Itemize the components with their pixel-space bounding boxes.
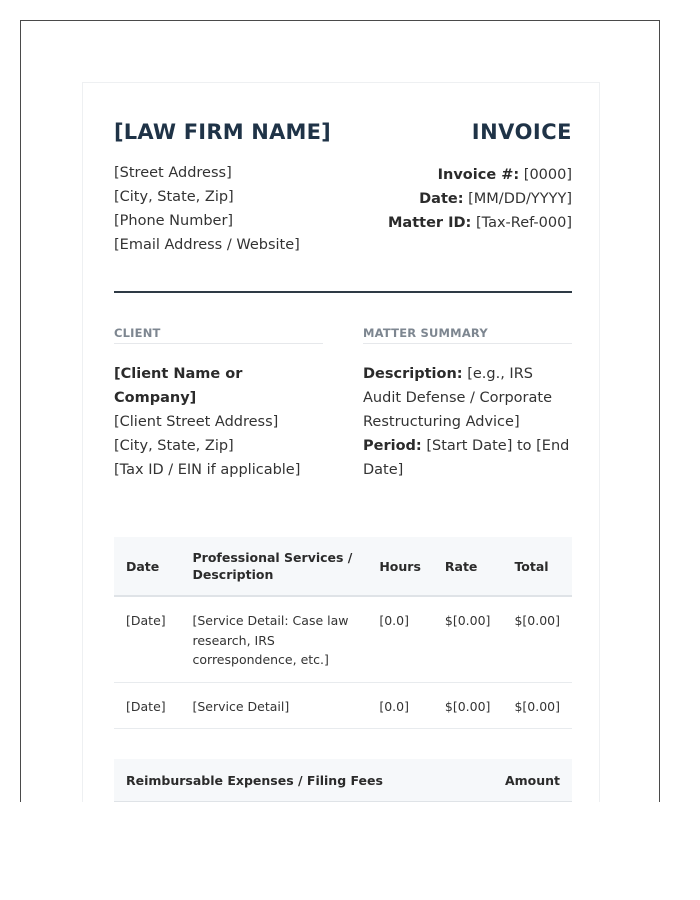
invoice-number-value: [0000] bbox=[519, 167, 572, 183]
col-header-date: Date bbox=[114, 537, 181, 596]
services-header-row bbox=[114, 537, 572, 596]
row-hours: [0.0] bbox=[367, 682, 433, 729]
row-description: [Service Detail: Case law research, IRS correspondence, etc.] bbox=[181, 596, 368, 682]
invoice-number bbox=[388, 163, 572, 187]
firm-block bbox=[114, 117, 331, 257]
firm-address bbox=[114, 161, 331, 257]
matter-section-title: MATTER SUMMARY bbox=[363, 326, 572, 344]
matter-period bbox=[363, 434, 572, 482]
row-total: $[0.00] bbox=[502, 596, 572, 682]
firm-phone: [Phone Number] bbox=[114, 213, 234, 229]
matter-section bbox=[363, 326, 572, 482]
table-row bbox=[114, 596, 572, 682]
matter-id-label: Matter ID: bbox=[388, 215, 472, 231]
header-divider bbox=[114, 291, 572, 293]
row-description: [Service Detail] bbox=[181, 682, 368, 729]
col-header-rate: Rate bbox=[433, 537, 503, 596]
client-tax-id: [Tax ID / EIN if applicable] bbox=[114, 462, 301, 478]
parties-section bbox=[114, 326, 572, 482]
row-total: $[0.00] bbox=[502, 682, 572, 729]
invoice-content bbox=[114, 117, 572, 802]
client-city: [City, State, Zip] bbox=[114, 438, 234, 454]
matter-period-value: [Start Date] to [End Date] bbox=[363, 438, 570, 478]
services-table bbox=[114, 537, 572, 729]
row-hours: [0.0] bbox=[367, 596, 433, 682]
invoice-date bbox=[388, 187, 572, 211]
matter-description bbox=[363, 362, 572, 434]
matter-id-value: [Tax-Ref-000] bbox=[471, 215, 572, 231]
col-header-description: Professional Services / Description bbox=[181, 537, 368, 596]
invoice-title: INVOICE bbox=[471, 120, 572, 144]
invoice-date-value: [MM/DD/YYYY] bbox=[463, 191, 572, 207]
row-rate: $[0.00] bbox=[433, 682, 503, 729]
expenses-table bbox=[114, 759, 572, 802]
expenses-header-row bbox=[114, 759, 572, 802]
matter-details bbox=[363, 362, 572, 482]
invoice-meta-block bbox=[388, 117, 572, 235]
client-name: [Client Name or Company] bbox=[114, 366, 243, 406]
table-row bbox=[114, 682, 572, 729]
page-frame bbox=[20, 20, 660, 802]
invoice-date-label: Date: bbox=[419, 191, 464, 207]
client-section bbox=[114, 326, 323, 482]
matter-period-label: Period: bbox=[363, 438, 422, 454]
matter-description-label: Description: bbox=[363, 366, 463, 382]
matter-id bbox=[388, 211, 572, 235]
client-street: [Client Street Address] bbox=[114, 414, 279, 430]
col-header-hours: Hours bbox=[367, 537, 433, 596]
firm-email: [Email Address / Website] bbox=[114, 237, 300, 253]
col-header-expense-description: Reimbursable Expenses / Filing Fees bbox=[114, 759, 471, 802]
col-header-total: Total bbox=[502, 537, 572, 596]
matter-description-value: [e.g., IRS Audit Defense / Corporate Restructuring Advice] bbox=[363, 366, 553, 430]
row-rate: $[0.00] bbox=[433, 596, 503, 682]
client-details bbox=[114, 362, 323, 482]
row-date: [Date] bbox=[114, 682, 181, 729]
invoice-header bbox=[114, 117, 572, 257]
firm-name: [LAW FIRM NAME] bbox=[114, 120, 331, 144]
col-header-amount: Amount bbox=[471, 759, 572, 802]
invoice-document bbox=[82, 82, 600, 802]
firm-city: [City, State, Zip] bbox=[114, 189, 234, 205]
client-section-title: CLIENT bbox=[114, 326, 323, 344]
firm-street: [Street Address] bbox=[114, 165, 232, 181]
invoice-number-label: Invoice #: bbox=[437, 167, 520, 183]
row-date: [Date] bbox=[114, 596, 181, 682]
invoice-meta bbox=[388, 163, 572, 235]
